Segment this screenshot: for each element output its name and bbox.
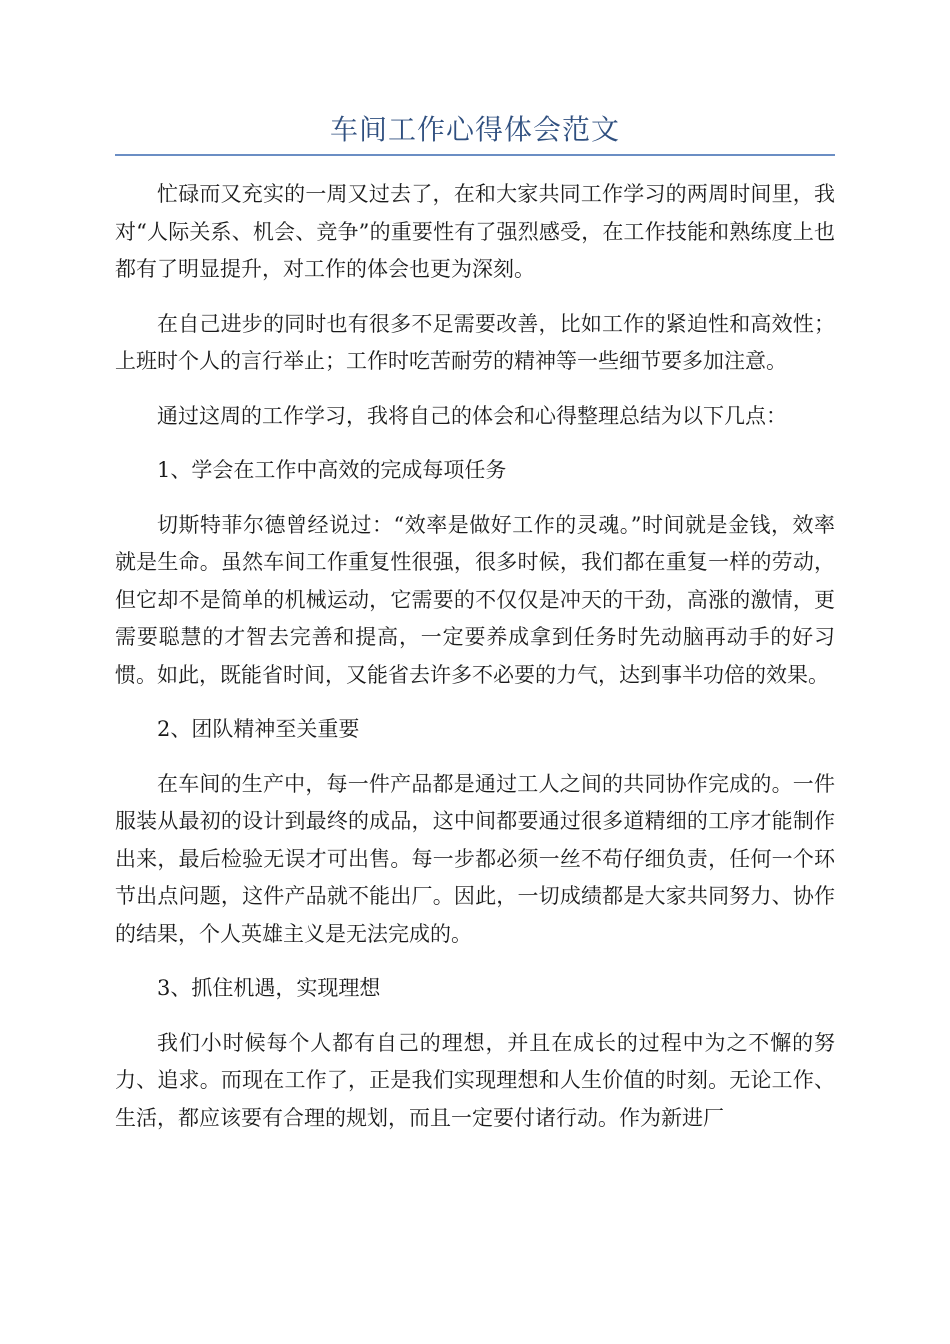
paragraph: 我们小时候每个人都有自己的理想，并且在成长的过程中为之不懈的努力、追求。而现在工作了，正是我们实现理想和人生价值的时刻。无论工作、生活，都应该要有合理的规划，而且一定要付诸行动。作为新进厂 <box>115 1030 835 1130</box>
section-heading: 2、团队精神至关重要 <box>157 717 360 741</box>
document-body <box>115 176 835 1154</box>
title-underline <box>115 154 835 156</box>
section-heading: 1、学会在工作中高效的完成每项任务 <box>157 458 507 482</box>
paragraph: 切斯特菲尔德曾经说过：“效率是做好工作的灵魂。”时间就是金钱，效率就是生命。虽然车间工作重复性很强，很多时候，我们都在重复一样的劳动，但它却不是简单的机械运动，它需要的不仅仅是冲天的干劲，高涨的激情，更需要聪慧的才智去完善和提高，一定要养成拿到任务时先动脑再动手的好习惯。如此，既能省时间，又能省去许多不必要的力气，达到事半功倍的效果。 <box>115 512 835 687</box>
paragraph: 在自己进步的同时也有很多不足需要改善，比如工作的紧迫性和高效性；上班时个人的言行举止；工作时吃苦耐劳的精神等一些细节要多加注意。 <box>115 311 835 373</box>
paragraph: 通过这周的工作学习，我将自己的体会和心得整理总结为以下几点： <box>157 403 787 428</box>
section-heading: 3、抓住机遇，实现理想 <box>157 976 381 1000</box>
document-title: 车间工作心得体会范文 <box>329 113 620 146</box>
paragraph: 在车间的生产中，每一件产品都是通过工人之间的共同协作完成的。一件服装从最初的设计到最终的成品，这中间都要通过很多道精细的工序才能制作出来，最后检验无误才可出售。每一步都必须一丝不苟仔细负责，任何一个环节出点问题，这件产品就不能出厂。因此，一切成绩都是大家共同努力、协作的结果，个人英雄主义是无法完成的。 <box>115 771 835 946</box>
paragraph: 忙碌而又充实的一周又过去了，在和大家共同工作学习的两周时间里，我对“人际关系、机会、竞争”的重要性有了强烈感受，在工作技能和熟练度上也都有了明显提升，对工作的体会也更为深刻。 <box>115 182 835 281</box>
